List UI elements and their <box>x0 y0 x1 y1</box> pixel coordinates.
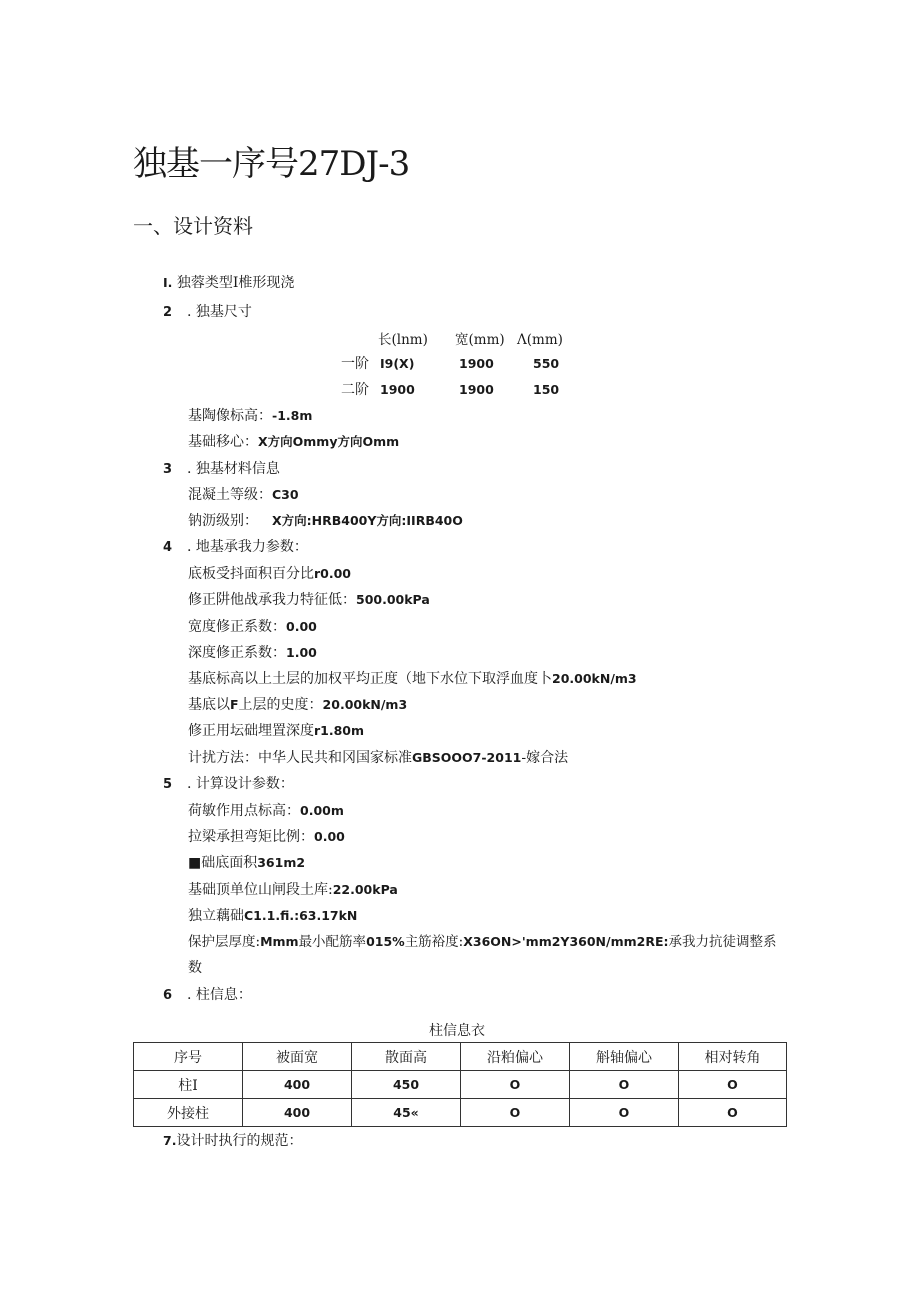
table-cell: 外接柱 <box>134 1099 243 1127</box>
table-header: 沿粕偏心 <box>461 1043 570 1071</box>
dim-row-1-height: 550 <box>533 356 560 371</box>
table-row <box>134 1099 787 1127</box>
item-2 <box>163 302 252 323</box>
base-offset: 基础移心：X方向Ommy方向Omm <box>188 434 400 450</box>
table-cell: O <box>461 1071 570 1099</box>
item-1-number: I. <box>163 275 173 290</box>
table-cell: O <box>570 1099 679 1127</box>
column-info-table <box>133 1042 787 1127</box>
calc-1: 荷敏作用点标高：0.00m <box>188 803 344 819</box>
table-header: 被面宽 <box>243 1043 352 1071</box>
calc-3: ■础底面积361m2 <box>188 855 306 871</box>
dim-row-2-height: 150 <box>533 382 560 397</box>
calc-2: 拉梁承担弯矩比例：0.00 <box>188 829 345 845</box>
param-6: 基底以F上层的史度：20.00kN/m3 <box>188 697 408 713</box>
table-cell: 400 <box>243 1099 352 1127</box>
table-cell: O <box>679 1099 787 1127</box>
param-2: 修正阱他战承我力特征低：500.00kPa <box>188 592 430 608</box>
base-elevation: 基陶像标高：-1.8m <box>188 408 313 424</box>
item-6: 6 . 柱信息： <box>163 987 252 1003</box>
dim-header-width: 宽(mm) <box>455 332 505 348</box>
param-5: 基底标高以上土层的加权平均正度（地下水位下取浮血度卜20.00kN/m3 <box>188 671 637 687</box>
table-cell: 400 <box>243 1071 352 1099</box>
dim-row-1-label: 一阶 <box>341 356 369 372</box>
param-8: 计扰方法：中华人民共和冈国家标准GBSOOO7-2011-嫁合法 <box>188 750 569 766</box>
steel-grade: 钠沥级别： X方向:HRB400Y方向:IIRB40O <box>188 513 463 529</box>
table-row <box>134 1071 787 1099</box>
table-header: 散面高 <box>352 1043 461 1071</box>
table-cell: O <box>679 1071 787 1099</box>
item-2-number: 2 <box>163 305 173 320</box>
table-cell: 450 <box>352 1071 461 1099</box>
table-cell: O <box>461 1099 570 1127</box>
calc-6: 保护层厚度:Mmm最小配筋率015%主筋裕度:X36ON>'mm2Y360N/mm2RE:承我力抗徒调整系 <box>188 934 777 950</box>
item-1 <box>163 273 294 293</box>
table-header: 相对转角 <box>679 1043 787 1071</box>
calc-6-continued: 数 <box>188 960 202 976</box>
item-3: 3 . 独基材料信息 <box>163 461 280 477</box>
table-cell: 45« <box>352 1099 461 1127</box>
table-cell: O <box>570 1071 679 1099</box>
column-table-caption: 柱信息衣 <box>429 1023 485 1039</box>
dim-header-height: Λ(mm) <box>517 332 563 348</box>
param-4: 深度修正系数：1.00 <box>188 645 317 661</box>
calc-4: 基础顶单位山闸段土库:22.00kPa <box>188 882 398 898</box>
item-7: 7.设计时执行的规范： <box>163 1133 303 1149</box>
dim-header-length: 长(lnm) <box>378 332 428 348</box>
item-4: 4 . 地基承我力参数： <box>163 539 308 555</box>
table-header: 斛轴偏心 <box>570 1043 679 1071</box>
page-title: 独基一序号27DJ-3 <box>133 144 410 184</box>
dim-row-1-length: I9(X) <box>380 356 415 371</box>
param-3: 宽度修正系数：0.00 <box>188 619 317 635</box>
dim-row-1-width: 1900 <box>459 356 494 371</box>
item-1-text: 独蓉类型I椎形现浇 <box>176 275 295 291</box>
table-header-row <box>134 1043 787 1071</box>
dim-row-2-length: 1900 <box>380 382 415 397</box>
table-header: 序号 <box>134 1043 243 1071</box>
item-2-text: . 独基尺寸 <box>187 304 252 320</box>
calc-5: 独立藕础C1.1.fi.:63.17kN <box>188 908 358 924</box>
table-cell: 柱I <box>134 1071 243 1099</box>
dim-row-2-label: 二阶 <box>341 382 369 398</box>
section-heading: 一、设计资料 <box>133 214 253 238</box>
param-1: 底板受抖面积百分比r0.00 <box>188 566 352 582</box>
concrete-grade: 混凝土等级：C30 <box>188 487 299 503</box>
param-7: 修正用坛础埋置深度r1.80m <box>188 723 365 739</box>
dim-row-2-width: 1900 <box>459 382 494 397</box>
item-5: 5 . 计算设计参数： <box>163 776 294 792</box>
